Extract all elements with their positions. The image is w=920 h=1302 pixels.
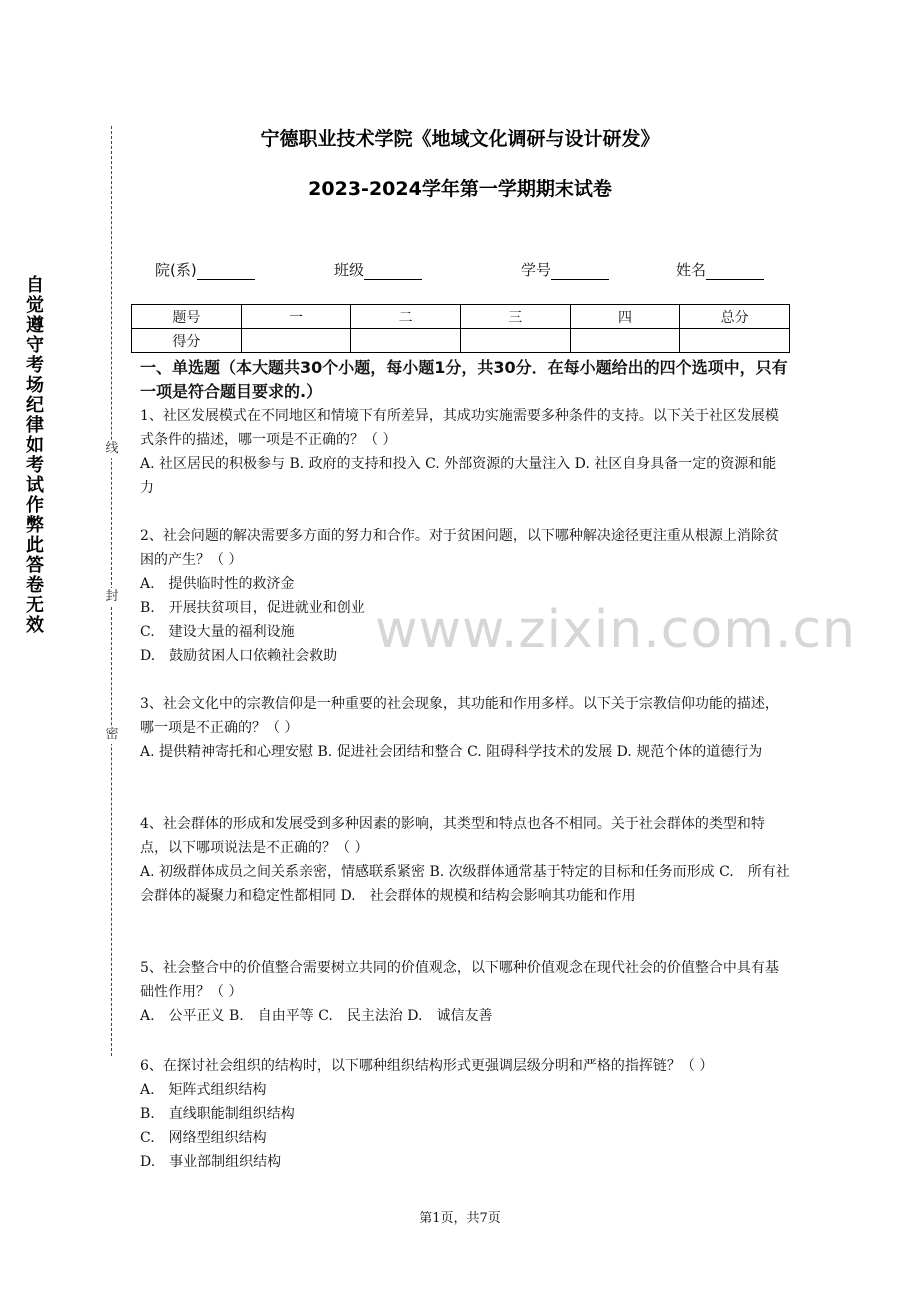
dept-label: 院(系) <box>155 261 197 279</box>
question-options: A. 社区居民的积极参与 B. 政府的支持和投入 C. 外部资源的大量注入 D. 社区自身具备一定的资源和能力 <box>140 456 777 496</box>
score-header-cell: 二 <box>351 305 461 329</box>
question-1 <box>140 404 790 500</box>
score-table <box>131 304 790 353</box>
dept-blank[interactable] <box>197 264 255 280</box>
question-stem: 1、社区发展模式在不同地区和情境下有所差异，其成功实施需要多种条件的支持。以下关于社区发展模式条件的描述，哪一项是不正确的？（ ） <box>140 408 779 448</box>
name-blank[interactable] <box>706 264 764 280</box>
option-b: B. 直线职能制组织结构 <box>140 1106 295 1122</box>
option-d: D. 事业部制组织结构 <box>140 1154 282 1170</box>
section-title: 一、单选题（本大题共30个小题，每小题1分，共30分．在每小题给出的四个选项中，只有一项是符合题目要求的.） <box>140 358 788 401</box>
score-cell[interactable] <box>570 329 680 353</box>
name-field[interactable] <box>676 259 764 280</box>
exam-discipline-notice: 自觉遵守考场纪律如考试作弊此答卷无效 <box>26 275 44 636</box>
student-id-label: 学号 <box>521 261 552 279</box>
score-cell[interactable] <box>351 329 461 353</box>
option-b: B. 开展扶贫项目，促进就业和创业 <box>140 600 365 616</box>
option-c: C. 建设大量的福利设施 <box>140 624 295 640</box>
score-cell[interactable] <box>241 329 351 353</box>
question-3 <box>140 692 790 764</box>
score-row-label: 得分 <box>132 329 242 353</box>
seal-mark-secret: 密 <box>103 726 121 744</box>
score-header-cell: 一 <box>241 305 351 329</box>
option-a: A. 提供临时性的救济金 <box>140 576 295 592</box>
class-blank[interactable] <box>364 264 422 280</box>
score-table-header-row <box>132 305 790 329</box>
dept-field[interactable] <box>155 259 255 280</box>
class-field[interactable] <box>334 259 422 280</box>
question-stem: 6、在探讨社会组织的结构时，以下哪种组织结构形式更强调层级分明和严格的指挥链？（ ） <box>140 1058 714 1074</box>
question-stem: 2、社会问题的解决需要多方面的努力和合作。对于贫困问题，以下哪种解决途径更注重从根源上消除贫困的产生？（ ） <box>140 528 779 568</box>
question-options: A. 初级群体成员之间关系亲密，情感联系紧密 B. 次级群体通常基于特定的目标和任务而形成 C. 所有社会群体的凝聚力和稳定性都相同 D. 社会群体的规模和结构会影响其功能和作用 <box>140 864 790 904</box>
question-6 <box>140 1054 790 1174</box>
student-id-blank[interactable] <box>551 264 609 280</box>
exam-title: 宁德职业技术学院《地域文化调研与设计研发》 <box>260 128 660 150</box>
score-header-cell: 总分 <box>680 305 790 329</box>
score-header-cell: 三 <box>460 305 570 329</box>
question-stem: 4、社会群体的形成和发展受到多种因素的影响，其类型和特点也各不相同。关于社会群体的类型和特点，以下哪项说法是不正确的？（ ） <box>140 816 765 856</box>
name-label: 姓名 <box>676 261 707 279</box>
question-stem: 3、社会文化中的宗教信仰是一种重要的社会现象，其功能和作用多样。以下关于宗教信仰功能的描述，哪一项是不正确的？（ ） <box>140 696 779 736</box>
question-stem: 5、社会整合中的价值整合需要树立共同的价值观念，以下哪种价值观念在现代社会的价值整合中具有基础性作用？（ ） <box>140 960 779 1000</box>
question-5 <box>140 956 790 1028</box>
page-footer: 第1页，共7页 <box>419 1211 501 1226</box>
score-header-cell: 四 <box>570 305 680 329</box>
option-c: C. 网络型组织结构 <box>140 1130 267 1146</box>
question-options: A. 公平正义 B. 自由平等 C. 民主法治 D. 诚信友善 <box>140 1008 493 1024</box>
question-4 <box>140 812 790 908</box>
option-a: A. 矩阵式组织结构 <box>140 1082 267 1098</box>
score-header-cell: 题号 <box>132 305 242 329</box>
question-2 <box>140 524 790 668</box>
score-cell[interactable] <box>460 329 570 353</box>
class-label: 班级 <box>334 261 365 279</box>
student-id-field[interactable] <box>521 259 609 280</box>
seal-mark-seal: 封 <box>103 588 121 606</box>
seal-mark-line: 线 <box>103 440 121 458</box>
exam-subtitle: 2023-2024学年第一学期期末试卷 <box>308 178 612 200</box>
watermark: www.zixin.com.cn <box>375 600 856 660</box>
score-table-score-row <box>132 329 790 353</box>
score-cell[interactable] <box>680 329 790 353</box>
option-d: D. 鼓励贫困人口依赖社会救助 <box>140 648 338 664</box>
question-options: A. 提供精神寄托和心理安慰 B. 促进社会团结和整合 C. 阻碍科学技术的发展 D. 规范个体的道德行为 <box>140 744 763 760</box>
